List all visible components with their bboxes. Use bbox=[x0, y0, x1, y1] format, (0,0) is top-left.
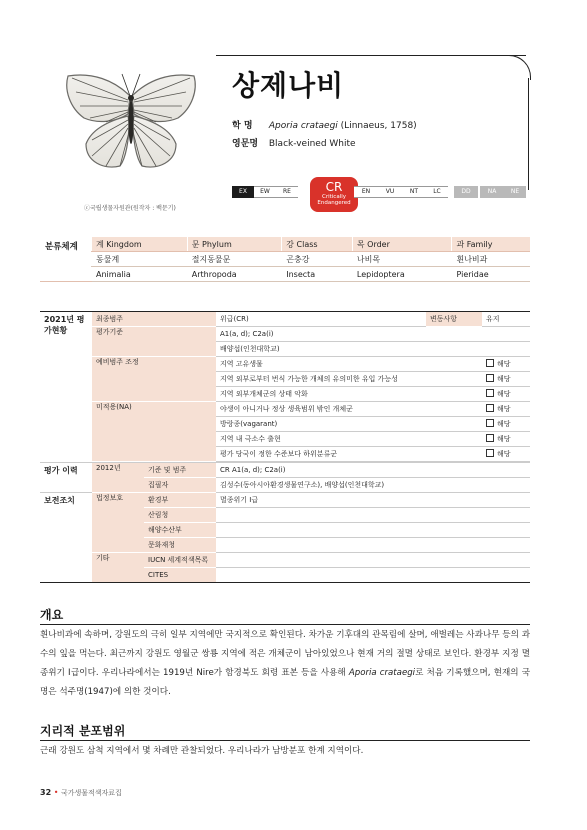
page-footer bbox=[40, 788, 122, 798]
redlist-cat-na: NA bbox=[480, 186, 504, 198]
classification-table bbox=[40, 237, 530, 282]
history-writer-value: 김성수(동아시아환경생물연구소), 배양섭(인천대학교) bbox=[216, 478, 530, 493]
na-label: 미적용(NA) bbox=[92, 402, 216, 462]
scientific-name: Aporia crataegi bbox=[268, 121, 338, 131]
redlist-cat-ne: NE bbox=[504, 186, 526, 198]
redlist-cat-ex: EX bbox=[232, 186, 254, 198]
other-label: 기타 bbox=[92, 553, 144, 583]
overview-title: 개요 bbox=[40, 608, 64, 622]
scientific-name-row bbox=[232, 118, 417, 131]
history-writer-label: 집필자 bbox=[144, 478, 216, 493]
legal-ocean-label: 해양수산부 bbox=[144, 523, 216, 538]
legal-me-value: 멸종위기 I급 bbox=[216, 493, 530, 508]
class-korean-family: 흰나비과 bbox=[452, 252, 530, 267]
photo-credit: ⓒ국립생물자원관(원작자 : 백문기) bbox=[84, 205, 176, 212]
prelim-item-2: 지역 외부로부터 번식 가능한 개체의 유의미한 유입 가능성 bbox=[216, 372, 482, 387]
legal-heritage-label: 문화재청 bbox=[144, 538, 216, 553]
english-name: Black-veined White bbox=[268, 139, 356, 149]
history-category-value: CR A1(a, d); C2a(i) bbox=[216, 463, 530, 478]
class-header-class: 강 Class bbox=[282, 237, 353, 252]
redlist-cat-nt: NT bbox=[402, 186, 426, 198]
checkbox-icon[interactable] bbox=[486, 389, 494, 397]
book-title: 국가생물적색자료집 bbox=[60, 789, 122, 797]
history-category-label: 기준 및 범주 bbox=[144, 463, 216, 478]
class-korean-kingdom: 동물계 bbox=[92, 252, 188, 267]
class-header-family: 과 Family bbox=[452, 237, 530, 252]
overview-text: 흰나비과에 속하며, 강원도의 극히 일부 지역에만 국지적으로 확인된다. 차가운 기후대의 관목림에 살며, 애벌레는 사과나무 등의 과수의 잎을 먹는다. 최근까지 강원도 영월군 쌍룡 지역에 적은 개체군이 남아있었으나 현재 거의 절멸 상태로 보인다. 환경부 지정 멸종위기 Ⅰ급이다. 우리나라에서는 1919년 Nire가 함경북도 회령 표본 등을 사용해 Aporia crataegi로 처음 기록했으며, 현재의 국명은 석주명(1947)에 의한 것이다. bbox=[40, 630, 530, 697]
scientific-name-label: 학 명 bbox=[232, 121, 253, 131]
eval-2021-heading: 2021년 평가현황 bbox=[40, 312, 92, 463]
na-item-4: 평가 당국이 정한 수준보다 하위분류군 bbox=[216, 447, 482, 462]
other-cites-label: CITES bbox=[144, 568, 216, 583]
prelim-label: 예비범주 조정 bbox=[92, 357, 216, 402]
legal-label: 법정보호 bbox=[92, 493, 144, 553]
checkbox-icon[interactable] bbox=[486, 434, 494, 442]
na-item-1: 야생이 아니거나 정상 생육범위 밖인 개체군 bbox=[216, 402, 482, 417]
history-heading: 평가 이력 bbox=[40, 463, 92, 493]
checkbox-icon[interactable] bbox=[486, 449, 494, 457]
final-category-label: 최종범주 bbox=[92, 312, 216, 327]
change-label: 변동사항 bbox=[426, 312, 482, 327]
species-title: 상제나비 bbox=[232, 69, 345, 102]
english-name-row bbox=[232, 136, 356, 149]
prelim-check-3[interactable]: 해당 bbox=[482, 387, 530, 402]
redlist-cat-re: RE bbox=[276, 186, 298, 198]
criteria-label: 평가기준 bbox=[92, 327, 216, 357]
distribution-title: 지리적 분포범위 bbox=[40, 724, 126, 738]
redlist-cat-lc: LC bbox=[426, 186, 448, 198]
redlist-cat-vu: VU bbox=[378, 186, 402, 198]
checkbox-icon[interactable] bbox=[486, 374, 494, 382]
history-year: 2012년 bbox=[92, 463, 144, 493]
overview-rule bbox=[40, 624, 530, 625]
distribution-rule bbox=[40, 740, 530, 741]
class-latin-order: Lepidoptera bbox=[352, 267, 452, 282]
checkbox-icon[interactable] bbox=[486, 419, 494, 427]
criteria-value: A1(a, d); C2a(i) bbox=[216, 327, 530, 342]
change-value: 유지 bbox=[482, 312, 530, 327]
footer-dot: • bbox=[53, 788, 59, 797]
class-latin-family: Pieridae bbox=[452, 267, 530, 282]
class-korean-class: 곤충강 bbox=[282, 252, 353, 267]
redlist-selected-cr: CR Critically Endangered bbox=[310, 177, 358, 212]
prelim-item-1: 지역 고유생물 bbox=[216, 357, 482, 372]
redlist-cat-dd: DD bbox=[454, 186, 478, 198]
na-check-2[interactable]: 해당 bbox=[482, 417, 530, 432]
english-name-label: 영문명 bbox=[232, 139, 259, 149]
checkbox-icon[interactable] bbox=[486, 404, 494, 412]
scientific-author: (Linnaeus, 1758) bbox=[340, 121, 417, 131]
header-frame-corner bbox=[506, 55, 531, 80]
header-frame-line bbox=[216, 55, 526, 56]
distribution-text: 근래 강원도 삼척 지역에서 몇 차례만 관찰되었다. 우리나라가 남방분포 한계 지역이다. bbox=[40, 746, 364, 756]
checkbox-icon[interactable] bbox=[486, 359, 494, 367]
page-number: 32 bbox=[40, 788, 52, 797]
na-check-3[interactable]: 해당 bbox=[482, 432, 530, 447]
na-item-2: 방랑종(vagarant) bbox=[216, 417, 482, 432]
redlist-cat-ew: EW bbox=[254, 186, 276, 198]
na-check-4[interactable]: 해당 bbox=[482, 447, 530, 462]
evaluation-table bbox=[40, 311, 530, 583]
prelim-check-2[interactable]: 해당 bbox=[482, 372, 530, 387]
classification-heading: 분류체계 bbox=[41, 237, 92, 282]
class-latin-phylum: Arthropoda bbox=[187, 267, 282, 282]
header-frame-side bbox=[528, 78, 529, 190]
class-latin-class: Insecta bbox=[282, 267, 353, 282]
butterfly-image bbox=[62, 70, 200, 178]
na-item-3: 지역 내 극소수 출현 bbox=[216, 432, 482, 447]
na-check-1[interactable]: 해당 bbox=[482, 402, 530, 417]
legal-forest-label: 산림청 bbox=[144, 508, 216, 523]
class-korean-phylum: 절지동물문 bbox=[187, 252, 282, 267]
final-category-value: 위급(CR) bbox=[216, 312, 426, 327]
legal-me-label: 환경부 bbox=[144, 493, 216, 508]
redlist-cat-en: EN bbox=[354, 186, 378, 198]
prelim-item-3: 지역 외부개체군의 상태 악화 bbox=[216, 387, 482, 402]
class-header-kingdom: 계 Kingdom bbox=[92, 237, 188, 252]
criteria-author: 배양섭(인천대학교) bbox=[216, 342, 530, 357]
class-header-order: 목 Order bbox=[352, 237, 452, 252]
class-latin-kingdom: Animalia bbox=[92, 267, 188, 282]
other-iucn-label: IUCN 세계적색목록 bbox=[144, 553, 216, 568]
class-header-phylum: 문 Phylum bbox=[187, 237, 282, 252]
class-korean-order: 나비목 bbox=[352, 252, 452, 267]
prelim-check-1[interactable]: 해당 bbox=[482, 357, 530, 372]
protection-heading: 보전조치 bbox=[40, 493, 92, 583]
